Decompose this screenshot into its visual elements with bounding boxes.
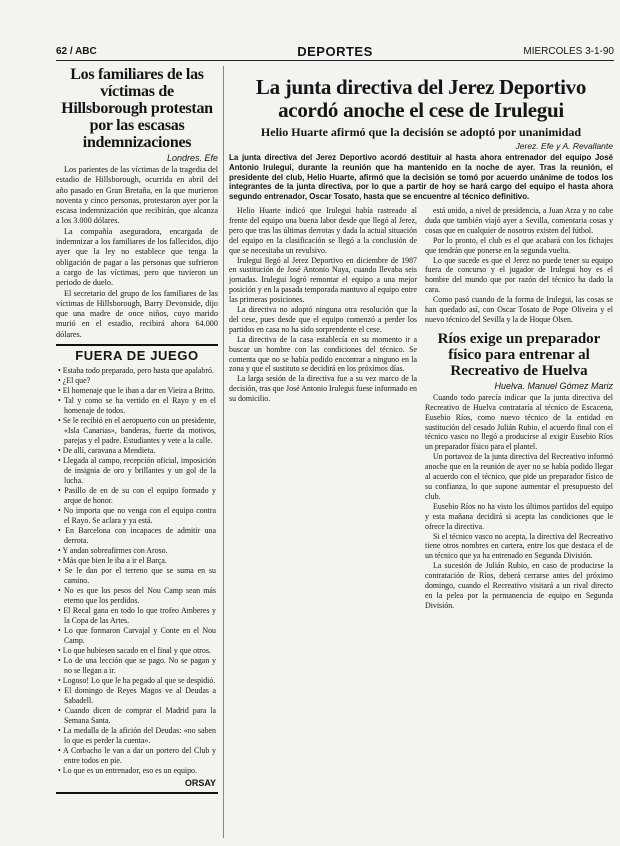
- fuera-de-juego-title: FUERA DE JUEGO: [75, 348, 199, 364]
- main-subheadline: Helio Huarte afirmó que la decisión se adoptó por unanimidad: [260, 125, 582, 139]
- list-item: • Lo que formaron Carvajal y Conte en el Nou Camp.: [58, 626, 216, 646]
- main-body-col2-wrapper: [425, 206, 613, 611]
- list-item: • De allí, caravana a Mendieta.: [58, 446, 216, 456]
- list-item: • Cuando dicen de comprar el Madrid para la Semana Santa.: [58, 706, 216, 726]
- list-item: • Y andan sobreafirmes con Aroso.: [58, 546, 216, 556]
- main-body-col2: [425, 206, 613, 325]
- list-item: • La medalla de la afición del Deudas: «no saben lo que es perder la cuenta».: [58, 726, 216, 746]
- main-headline: La junta directiva del Jerez Deportivo acordó anoche el cese de Irulegui: [255, 75, 587, 122]
- paragraph: Lo que sucede es que el Jerez no puede tener su equipo fuera de concurso y el jugador de Irulegui hoy es el hombre del mundo que por razón del técnico ha dado la cara.: [425, 255, 613, 295]
- right-column: [229, 66, 613, 611]
- list-item: • No es que los pesos del Nou Camp sean más eterno que los perdidos.: [58, 586, 216, 606]
- list-item: • En Barcelona con incapaces de admitir una derrota.: [58, 526, 216, 546]
- paragraph: Si el técnico vasco no acepta, la directiva del Recreativo tiene otros nombres en cartera, entre los que destaca el de un técnico que ya ha entrenado en Segunda División.: [425, 531, 613, 561]
- list-item: • Estaba todo preparado, pero hasta que apalabró.: [58, 366, 216, 376]
- list-item: • ¿El que?: [58, 376, 216, 386]
- list-item: • Se le dan por el terreno que se suma en su camino.: [58, 566, 216, 586]
- list-item: • El homenaje que le iban a dar en Vieira a Britto.: [58, 386, 216, 396]
- sidebar-headline: Ríos exige un preparador físico para entrenar al Recreativo de Huelva: [437, 330, 601, 379]
- list-item: • Pasillo de en de su con el equipo formado y arque de honor.: [58, 486, 216, 506]
- main-lead-paragraph: La junta directiva del Jerez Deportivo acordó destituir al hasta ahora entrenador del equipo José Antonio Irulegui, durante la reunión que ha mantenido en la noche de ayer. Tras la reunión, el presidente del club, Helio Huarte, afirmó que la decisión se tomó por acuerdo unánime de todos los integrantes de la junta directiva, por lo que a partir de hoy se hará cargo del equipo el hasta ahora segundo entrenador, Oscar Tosato, hasta que se encuentre al técnico definitivo.: [229, 153, 613, 202]
- list-item: • Se le recibió en el aeropuerto con un presidente, «Isla Canarias», banderas, fuerte da motivos, parejas y el padre. Estudiantes y vete a la calle.: [58, 416, 216, 446]
- main-body-columns: [229, 206, 613, 611]
- page-header: [56, 44, 614, 61]
- paragraph: está unido, a nivel de presidencia, a Juan Arza y no cabe duda que también viajó ayer a Sevilla, comentaria cosas y cosas que en cualquier de nosotros existen del fútbol.: [425, 205, 613, 235]
- sidebar-byline: Huelva. Manuel Gómez Mariz: [494, 380, 613, 391]
- list-item: • Llegada al campo, recepción oficial, imposición de insignia de oro y brillantes y un gol de la lucha.: [58, 456, 216, 486]
- list-item: • Lo de una lección que se pago. No se pagan y no se llegan a ir.: [58, 656, 216, 676]
- main-body-col1: [229, 206, 417, 611]
- section-title: DEPORTES: [297, 44, 373, 59]
- paragraph: Cuando todo parecía indicar que la junta directiva del Recreativo de Huelva contrataría al técnico de Escacena, Eusebio Ríos, como nuevo técnico de la entidad en sustitución del cesado Julián Rubio, el acuerdo final con el técnico vasco no llegó a producirse al exigir Eusebio Ríos un preparador físico para el plantel.: [425, 392, 613, 452]
- issue-date: MIERCOLES 3-1-90: [523, 46, 614, 57]
- list-item: • El Recal gana en todo lo que trofeo Amberes y la Copa de las Artes.: [58, 606, 216, 626]
- paragraph: Irulegui llegó al Jerez Deportivo en diciembre de 1987 en sustitución de José Antonio Naya, cuando llevaba seis jornadas. Irulegui logró remontar el equipo a una mejor posición y en la pasada temporada mantuvo al equipo entre las primeras posiciones.: [229, 255, 417, 305]
- list-item: • Lo que hubiesen sacado en el final y que otros.: [58, 646, 216, 656]
- list-item: • Más que bien le iba a ir el Barça.: [58, 556, 216, 566]
- paragraph: Un portavoz de la junta directiva del Recreativo informó anoche que en la reunión de ayer no se había podido llegar al acuerdo con el técnico, que pide un preparador físico de su confianza, lo que supone aumentar el presupuesto del club.: [425, 452, 613, 501]
- left-article-headline: Los familiares de las víctimas de Hillsborough protestan por las escasas indemnizaciones: [61, 66, 213, 151]
- list-item: • Tal y como se ha vertido en el Rayo y en el homenaje de todos.: [58, 396, 216, 416]
- paragraph: La sucesión de Julián Rubio, en caso de producirse la contratación de Ríos, deberá cerrarse antes del próximo domingo, cuando el Recreativo visitará a un rival directo en la pelea por la permanencia de equipo en Segunda División.: [425, 561, 613, 610]
- list-item: • Logoso! Lo que le ha pegado al que se despidió.: [58, 676, 216, 686]
- paragraph: Por lo pronto, el club es el que acabará con los fichajes que tendrán que ponerse en la segunda vuelta.: [425, 235, 613, 255]
- list-item: • A Corbacho le van a dar un portero del Club y entre todos en pie.: [58, 746, 216, 766]
- page-number: 62 / ABC: [56, 46, 97, 57]
- fuera-de-juego-box: [56, 344, 218, 794]
- fuera-de-juego-list: [58, 366, 216, 776]
- paragraph: La directiva no adoptó ninguna otra resolución que la del cese, pues desde que el equipo comenzó a perder los partidos en casa no ha sido sorprendente el cese.: [229, 305, 417, 334]
- sidebar-body: [425, 393, 613, 611]
- left-article-body: [56, 165, 218, 340]
- paragraph: Los parientes de las víctimas de la tragedia del estadio de Hillsborough, ocurrida en abril del año pasado en Gran Bretaña, en la que murieron noventa y cinco personas, protestaron ayer por la escasa indemnización que recibirán, que alcanza a los 3.000 dólares.: [56, 165, 218, 226]
- fuera-de-juego-signature: ORSAY: [184, 778, 216, 789]
- column-divider: [223, 66, 224, 838]
- paragraph: Como pasó cuando de la forma de Irulegui, las cosas se han quedado así, con Oscar Tosato de Pope Oliveira y el nuevo técnico del Sevilla y la de Hoque Olsen.: [425, 295, 613, 324]
- paragraph: El secretario del grupo de los familiares de las víctimas de Hillsborough, Barry Devonside, dijo que una madre de once niños, cuyo marido murió en el estadio, recibirá ahora 64.000 dólares.: [56, 288, 218, 339]
- list-item: • No importa que no venga con el equipo contra el Rayo. Se aclara y ya está.: [58, 506, 216, 526]
- list-item: • Lo que es un entrenador, eso es un equipo.: [58, 766, 216, 776]
- left-column: [56, 66, 218, 794]
- paragraph: La larga sesión de la directiva fue a su vez marco de la decisión, tras que José Antonio Irulegui fuese informado en su domicilio.: [229, 374, 417, 404]
- paragraph: La compañía aseguradora, encargada de indemnizar a los familiares de los fallecidos, dijo ayer que la ley no establece que tenga la obligación de pagar a las personas que sufrieron a cargo de las víctimas, pero que tuvieron un periodo de duelo.: [56, 226, 218, 288]
- paragraph: Helio Huarte indicó que Irulegui había rastreado al frente del equipo una buena labor desde que llegó al Jerez, pero que tras las últimas derrotas y dada la actual situación del equipo en la clasificación se llegó a la conclusión de que se necesitaba un revulsivo.: [229, 205, 417, 255]
- paragraph: Eusebio Ríos no ha visto los últimos partidos del equipo y esta mañana decidirá si acepta las condiciones que le ofrece la directiva.: [425, 501, 613, 531]
- paragraph: La directiva de la casa establecía en su momento ir a buscar un hombre con las condiciones del técnico. Se comenta que no se había podido encontrar a ninguno en la zona y que el sustituto se decidirá en los próximos días.: [229, 334, 417, 374]
- list-item: • El domingo de Reyes Magos ve al Deudas a Sabadell.: [58, 686, 216, 706]
- main-byline: Jerez. Efe y A. Revallante: [515, 141, 613, 151]
- left-article-byline: Londres. Efe: [166, 153, 218, 163]
